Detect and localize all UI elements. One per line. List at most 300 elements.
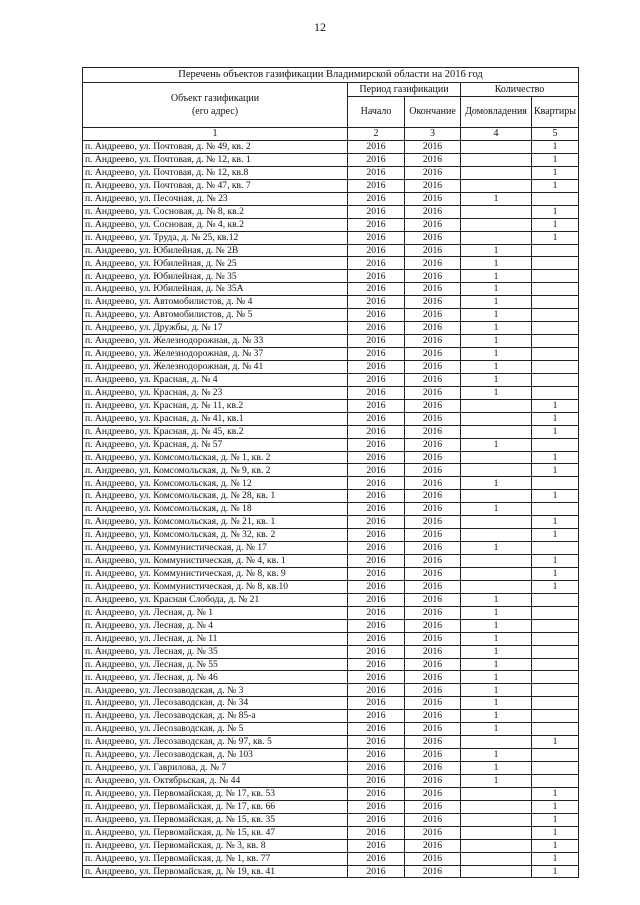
address-cell: п. Андреево, ул. Первомайская, д. № 19, кв. 41 bbox=[83, 865, 348, 878]
address-cell: п. Андреево, ул. Лесозаводская, д. № 85-а bbox=[83, 710, 348, 723]
flats-count-cell bbox=[532, 503, 579, 516]
flats-count-cell bbox=[532, 710, 579, 723]
table-row bbox=[83, 192, 579, 205]
start-year-cell: 2016 bbox=[348, 619, 405, 632]
table-row bbox=[83, 736, 579, 749]
end-year-cell: 2016 bbox=[405, 800, 461, 813]
end-year-cell: 2016 bbox=[405, 360, 461, 373]
address-cell: п. Андреево, ул. Труда, д. № 25, кв.12 bbox=[83, 231, 348, 244]
houses-count-cell: 1 bbox=[461, 632, 532, 645]
address-cell: п. Андреево, ул. Первомайская, д. № 17, кв. 66 bbox=[83, 800, 348, 813]
table-row bbox=[83, 205, 579, 218]
flats-count-cell: 1 bbox=[532, 555, 579, 568]
houses-count-cell bbox=[461, 451, 532, 464]
houses-count-cell: 1 bbox=[461, 309, 532, 322]
flats-count-cell: 1 bbox=[532, 451, 579, 464]
table-row bbox=[83, 671, 579, 684]
address-cell: п. Андреево, ул. Октябрьская, д. № 44 bbox=[83, 774, 348, 787]
end-year-cell: 2016 bbox=[405, 270, 461, 283]
houses-count-cell bbox=[461, 865, 532, 878]
start-year-cell: 2016 bbox=[348, 412, 405, 425]
address-cell: п. Андреево, ул. Первомайская, д. № 3, кв. 8 bbox=[83, 839, 348, 852]
address-cell: п. Андреево, ул. Красная Слобода, д. № 21 bbox=[83, 593, 348, 606]
start-year-cell: 2016 bbox=[348, 658, 405, 671]
end-year-cell: 2016 bbox=[405, 723, 461, 736]
flats-count-cell: 1 bbox=[532, 464, 579, 477]
start-year-cell: 2016 bbox=[348, 360, 405, 373]
houses-count-cell: 1 bbox=[461, 348, 532, 361]
houses-count-cell: 1 bbox=[461, 710, 532, 723]
flats-count-cell bbox=[532, 438, 579, 451]
start-year-cell: 2016 bbox=[348, 166, 405, 179]
houses-count-cell: 1 bbox=[461, 192, 532, 205]
flats-count-cell bbox=[532, 774, 579, 787]
end-year-cell: 2016 bbox=[405, 671, 461, 684]
table-row bbox=[83, 309, 579, 322]
address-cell: п. Андреево, ул. Комсомольская, д. № 9, кв. 2 bbox=[83, 464, 348, 477]
end-header: Окончание bbox=[405, 97, 461, 128]
object-header-label: Объект газификации bbox=[170, 93, 260, 104]
end-year-cell: 2016 bbox=[405, 451, 461, 464]
start-year-cell: 2016 bbox=[348, 386, 405, 399]
table-row bbox=[83, 723, 579, 736]
table-row bbox=[83, 166, 579, 179]
table-row bbox=[83, 348, 579, 361]
flats-count-cell: 1 bbox=[532, 826, 579, 839]
houses-count-cell: 1 bbox=[461, 762, 532, 775]
flats-count-cell: 1 bbox=[532, 787, 579, 800]
end-year-cell: 2016 bbox=[405, 516, 461, 529]
address-cell: п. Андреево, ул. Почтовая, д. № 49, кв. 2 bbox=[83, 141, 348, 154]
start-year-cell: 2016 bbox=[348, 464, 405, 477]
table-title: Перечень объектов газификации Владимирской области на 2016 год bbox=[83, 68, 579, 83]
start-year-cell: 2016 bbox=[348, 283, 405, 296]
address-cell: п. Андреево, ул. Первомайская, д. № 15, кв. 35 bbox=[83, 813, 348, 826]
start-year-cell: 2016 bbox=[348, 477, 405, 490]
start-year-cell: 2016 bbox=[348, 826, 405, 839]
table-row bbox=[83, 373, 579, 386]
start-year-cell: 2016 bbox=[348, 373, 405, 386]
flats-count-cell: 1 bbox=[532, 425, 579, 438]
houses-header: Домовладения bbox=[461, 97, 532, 128]
flats-count-cell bbox=[532, 322, 579, 335]
end-year-cell: 2016 bbox=[405, 153, 461, 166]
table-title-row bbox=[83, 68, 579, 83]
end-year-cell: 2016 bbox=[405, 645, 461, 658]
address-cell: п. Андреево, ул. Почтовая, д. № 12, кв. 1 bbox=[83, 153, 348, 166]
start-year-cell: 2016 bbox=[348, 839, 405, 852]
table-row bbox=[83, 257, 579, 270]
start-year-cell: 2016 bbox=[348, 399, 405, 412]
table-row bbox=[83, 425, 579, 438]
table-row bbox=[83, 542, 579, 555]
table-row bbox=[83, 438, 579, 451]
header-row-group bbox=[83, 83, 579, 97]
start-header: Начало bbox=[348, 97, 405, 128]
table-row bbox=[83, 580, 579, 593]
start-year-cell: 2016 bbox=[348, 218, 405, 231]
start-year-cell: 2016 bbox=[348, 671, 405, 684]
start-year-cell: 2016 bbox=[348, 153, 405, 166]
start-year-cell: 2016 bbox=[348, 529, 405, 542]
flats-count-cell: 1 bbox=[532, 231, 579, 244]
end-year-cell: 2016 bbox=[405, 296, 461, 309]
address-cell: п. Андреево, ул. Юбилейная, д. № 2В bbox=[83, 244, 348, 257]
end-year-cell: 2016 bbox=[405, 386, 461, 399]
flats-count-cell bbox=[532, 606, 579, 619]
houses-count-cell: 1 bbox=[461, 619, 532, 632]
houses-count-cell: 1 bbox=[461, 542, 532, 555]
address-cell: п. Андреево, ул. Коммунистическая, д. № 17 bbox=[83, 542, 348, 555]
table-row bbox=[83, 852, 579, 865]
end-year-cell: 2016 bbox=[405, 412, 461, 425]
houses-count-cell: 1 bbox=[461, 503, 532, 516]
address-cell: п. Андреево, ул. Юбилейная, д. № 25 bbox=[83, 257, 348, 270]
address-cell: п. Андреево, ул. Комсомольская, д. № 32, кв. 2 bbox=[83, 529, 348, 542]
houses-count-cell bbox=[461, 736, 532, 749]
start-year-cell: 2016 bbox=[348, 451, 405, 464]
start-year-cell: 2016 bbox=[348, 296, 405, 309]
houses-count-cell bbox=[461, 813, 532, 826]
start-year-cell: 2016 bbox=[348, 800, 405, 813]
end-year-cell: 2016 bbox=[405, 580, 461, 593]
flats-count-cell: 1 bbox=[532, 813, 579, 826]
address-cell: п. Андреево, ул. Лесная, д. № 1 bbox=[83, 606, 348, 619]
address-cell: п. Андреево, ул. Комсомольская, д. № 21, кв. 1 bbox=[83, 516, 348, 529]
houses-count-cell: 1 bbox=[461, 373, 532, 386]
address-cell: п. Андреево, ул. Коммунистическая, д. № 8, кв. 9 bbox=[83, 567, 348, 580]
houses-count-cell: 1 bbox=[461, 335, 532, 348]
flats-count-cell bbox=[532, 762, 579, 775]
start-year-cell: 2016 bbox=[348, 244, 405, 257]
address-cell: п. Андреево, ул. Почтовая, д. № 12, кв.8 bbox=[83, 166, 348, 179]
flats-count-cell: 1 bbox=[532, 852, 579, 865]
end-year-cell: 2016 bbox=[405, 567, 461, 580]
start-year-cell: 2016 bbox=[348, 813, 405, 826]
table-row bbox=[83, 335, 579, 348]
end-year-cell: 2016 bbox=[405, 684, 461, 697]
flats-count-cell bbox=[532, 477, 579, 490]
start-year-cell: 2016 bbox=[348, 425, 405, 438]
end-year-cell: 2016 bbox=[405, 658, 461, 671]
end-year-cell: 2016 bbox=[405, 787, 461, 800]
flats-count-cell: 1 bbox=[532, 865, 579, 878]
table-row bbox=[83, 658, 579, 671]
houses-count-cell bbox=[461, 179, 532, 192]
flats-count-cell bbox=[532, 386, 579, 399]
start-year-cell: 2016 bbox=[348, 257, 405, 270]
end-year-cell: 2016 bbox=[405, 749, 461, 762]
table-row bbox=[83, 697, 579, 710]
start-year-cell: 2016 bbox=[348, 231, 405, 244]
houses-count-cell: 1 bbox=[461, 477, 532, 490]
period-header: Период газификации bbox=[348, 83, 461, 97]
column-number: 4 bbox=[461, 128, 532, 141]
address-cell: п. Андреево, ул. Лесозаводская, д. № 97, кв. 5 bbox=[83, 736, 348, 749]
address-cell: п. Андреево, ул. Коммунистическая, д. № 8, кв.10 bbox=[83, 580, 348, 593]
start-year-cell: 2016 bbox=[348, 309, 405, 322]
address-cell: п. Андреево, ул. Лесозаводская, д. № 3 bbox=[83, 684, 348, 697]
end-year-cell: 2016 bbox=[405, 736, 461, 749]
address-cell: п. Андреево, ул. Железнодорожная, д. № 37 bbox=[83, 348, 348, 361]
table-row bbox=[83, 865, 579, 878]
flats-count-cell bbox=[532, 283, 579, 296]
address-cell: п. Андреево, ул. Лесозаводская, д. № 103 bbox=[83, 749, 348, 762]
address-cell: п. Андреево, ул. Лесная, д. № 11 bbox=[83, 632, 348, 645]
flats-count-cell bbox=[532, 684, 579, 697]
houses-count-cell bbox=[461, 787, 532, 800]
table-row bbox=[83, 567, 579, 580]
flats-count-cell: 1 bbox=[532, 141, 579, 154]
end-year-cell: 2016 bbox=[405, 813, 461, 826]
table-row bbox=[83, 516, 579, 529]
houses-count-cell: 1 bbox=[461, 671, 532, 684]
flats-count-cell: 1 bbox=[532, 412, 579, 425]
flats-count-cell: 1 bbox=[532, 529, 579, 542]
houses-count-cell: 1 bbox=[461, 684, 532, 697]
houses-count-cell bbox=[461, 141, 532, 154]
address-cell: п. Андреево, ул. Дружбы, д. № 17 bbox=[83, 322, 348, 335]
flats-count-cell: 1 bbox=[532, 179, 579, 192]
table-row bbox=[83, 632, 579, 645]
address-cell: п. Андреево, ул. Железнодорожная, д. № 33 bbox=[83, 335, 348, 348]
flats-count-cell bbox=[532, 192, 579, 205]
flats-count-cell: 1 bbox=[532, 399, 579, 412]
houses-count-cell: 1 bbox=[461, 697, 532, 710]
flats-count-cell bbox=[532, 270, 579, 283]
houses-count-cell bbox=[461, 852, 532, 865]
table-body bbox=[83, 141, 579, 878]
end-year-cell: 2016 bbox=[405, 697, 461, 710]
address-cell: п. Андреево, ул. Лесная, д. № 35 bbox=[83, 645, 348, 658]
flats-count-cell: 1 bbox=[532, 736, 579, 749]
start-year-cell: 2016 bbox=[348, 710, 405, 723]
table-row bbox=[83, 283, 579, 296]
table-row bbox=[83, 322, 579, 335]
houses-count-cell bbox=[461, 516, 532, 529]
address-cell: п. Андреево, ул. Первомайская, д. № 1, кв. 77 bbox=[83, 852, 348, 865]
houses-count-cell: 1 bbox=[461, 244, 532, 257]
houses-count-cell: 1 bbox=[461, 593, 532, 606]
address-cell: п. Андреево, ул. Автомобилистов, д. № 4 bbox=[83, 296, 348, 309]
end-year-cell: 2016 bbox=[405, 464, 461, 477]
end-year-cell: 2016 bbox=[405, 774, 461, 787]
houses-count-cell bbox=[461, 166, 532, 179]
start-year-cell: 2016 bbox=[348, 736, 405, 749]
flats-count-cell bbox=[532, 658, 579, 671]
start-year-cell: 2016 bbox=[348, 762, 405, 775]
end-year-cell: 2016 bbox=[405, 542, 461, 555]
houses-count-cell: 1 bbox=[461, 723, 532, 736]
flats-count-cell: 1 bbox=[532, 218, 579, 231]
houses-count-cell bbox=[461, 529, 532, 542]
end-year-cell: 2016 bbox=[405, 179, 461, 192]
houses-count-cell bbox=[461, 555, 532, 568]
start-year-cell: 2016 bbox=[348, 645, 405, 658]
flats-count-cell: 1 bbox=[532, 580, 579, 593]
end-year-cell: 2016 bbox=[405, 373, 461, 386]
table-row bbox=[83, 386, 579, 399]
address-cell: п. Андреево, ул. Лесная, д. № 4 bbox=[83, 619, 348, 632]
houses-count-cell bbox=[461, 205, 532, 218]
end-year-cell: 2016 bbox=[405, 399, 461, 412]
flats-count-cell bbox=[532, 257, 579, 270]
flats-count-cell bbox=[532, 645, 579, 658]
houses-count-cell: 1 bbox=[461, 296, 532, 309]
houses-count-cell: 1 bbox=[461, 658, 532, 671]
end-year-cell: 2016 bbox=[405, 762, 461, 775]
houses-count-cell bbox=[461, 464, 532, 477]
flats-count-cell bbox=[532, 244, 579, 257]
quantity-header: Количество bbox=[461, 83, 579, 97]
houses-count-cell bbox=[461, 567, 532, 580]
start-year-cell: 2016 bbox=[348, 593, 405, 606]
flats-count-cell bbox=[532, 542, 579, 555]
houses-count-cell: 1 bbox=[461, 606, 532, 619]
end-year-cell: 2016 bbox=[405, 619, 461, 632]
flats-count-cell: 1 bbox=[532, 567, 579, 580]
table-row bbox=[83, 606, 579, 619]
start-year-cell: 2016 bbox=[348, 270, 405, 283]
start-year-cell: 2016 bbox=[348, 205, 405, 218]
column-number-row bbox=[83, 128, 579, 141]
table-row bbox=[83, 619, 579, 632]
column-number: 2 bbox=[348, 128, 405, 141]
houses-count-cell: 1 bbox=[461, 645, 532, 658]
end-year-cell: 2016 bbox=[405, 503, 461, 516]
houses-count-cell: 1 bbox=[461, 283, 532, 296]
table-row bbox=[83, 360, 579, 373]
flats-count-cell: 1 bbox=[532, 516, 579, 529]
houses-count-cell bbox=[461, 490, 532, 503]
flats-count-cell: 1 bbox=[532, 166, 579, 179]
address-cell: п. Андреево, ул. Комсомольская, д. № 28, кв. 1 bbox=[83, 490, 348, 503]
start-year-cell: 2016 bbox=[348, 555, 405, 568]
start-year-cell: 2016 bbox=[348, 503, 405, 516]
houses-count-cell bbox=[461, 231, 532, 244]
houses-count-cell bbox=[461, 826, 532, 839]
table-row bbox=[83, 710, 579, 723]
start-year-cell: 2016 bbox=[348, 697, 405, 710]
start-year-cell: 2016 bbox=[348, 684, 405, 697]
end-year-cell: 2016 bbox=[405, 231, 461, 244]
end-year-cell: 2016 bbox=[405, 529, 461, 542]
flats-count-cell bbox=[532, 749, 579, 762]
address-cell: п. Андреево, ул. Лесная, д. № 55 bbox=[83, 658, 348, 671]
address-cell: п. Андреево, ул. Песочная, д. № 23 bbox=[83, 192, 348, 205]
address-cell: п. Андреево, ул. Красная, д. № 41, кв.1 bbox=[83, 412, 348, 425]
table-row bbox=[83, 399, 579, 412]
start-year-cell: 2016 bbox=[348, 438, 405, 451]
column-number: 5 bbox=[532, 128, 579, 141]
houses-count-cell: 1 bbox=[461, 386, 532, 399]
object-header-sublabel: (его адрес) bbox=[191, 106, 239, 117]
flats-count-cell: 1 bbox=[532, 490, 579, 503]
address-cell: п. Андреево, ул. Красная, д. № 11, кв.2 bbox=[83, 399, 348, 412]
address-cell: п. Андреево, ул. Комсомольская, д. № 1, кв. 2 bbox=[83, 451, 348, 464]
end-year-cell: 2016 bbox=[405, 257, 461, 270]
address-cell: п. Андреево, ул. Гаврилова, д. № 7 bbox=[83, 762, 348, 775]
houses-count-cell bbox=[461, 580, 532, 593]
houses-count-cell bbox=[461, 399, 532, 412]
start-year-cell: 2016 bbox=[348, 749, 405, 762]
flats-count-cell bbox=[532, 697, 579, 710]
end-year-cell: 2016 bbox=[405, 244, 461, 257]
table-row bbox=[83, 412, 579, 425]
flats-count-cell bbox=[532, 619, 579, 632]
end-year-cell: 2016 bbox=[405, 555, 461, 568]
address-cell: п. Андреево, ул. Железнодорожная, д. № 41 bbox=[83, 360, 348, 373]
address-cell: п. Андреево, ул. Сосновая, д. № 8, кв.2 bbox=[83, 205, 348, 218]
start-year-cell: 2016 bbox=[348, 632, 405, 645]
start-year-cell: 2016 bbox=[348, 606, 405, 619]
end-year-cell: 2016 bbox=[405, 839, 461, 852]
end-year-cell: 2016 bbox=[405, 141, 461, 154]
table-row bbox=[83, 800, 579, 813]
end-year-cell: 2016 bbox=[405, 192, 461, 205]
address-cell: п. Андреево, ул. Красная, д. № 57 bbox=[83, 438, 348, 451]
table-row bbox=[83, 503, 579, 516]
address-cell: п. Андреево, ул. Сосновая, д. № 4, кв.2 bbox=[83, 218, 348, 231]
table-row bbox=[83, 839, 579, 852]
address-cell: п. Андреево, ул. Лесная, д. № 46 bbox=[83, 671, 348, 684]
houses-count-cell bbox=[461, 425, 532, 438]
flats-count-cell bbox=[532, 360, 579, 373]
table-row bbox=[83, 153, 579, 166]
houses-count-cell: 1 bbox=[461, 257, 532, 270]
column-number: 3 bbox=[405, 128, 461, 141]
address-cell: п. Андреево, ул. Красная, д. № 23 bbox=[83, 386, 348, 399]
end-year-cell: 2016 bbox=[405, 490, 461, 503]
flats-count-cell bbox=[532, 335, 579, 348]
table-row bbox=[83, 774, 579, 787]
address-cell: п. Андреево, ул. Красная, д. № 4 bbox=[83, 373, 348, 386]
table-row bbox=[83, 749, 579, 762]
table-row bbox=[83, 529, 579, 542]
flats-count-cell: 1 bbox=[532, 205, 579, 218]
address-cell: п. Андреево, ул. Первомайская, д. № 17, кв. 53 bbox=[83, 787, 348, 800]
end-year-cell: 2016 bbox=[405, 865, 461, 878]
flats-count-cell bbox=[532, 671, 579, 684]
houses-count-cell: 1 bbox=[461, 270, 532, 283]
table-row bbox=[83, 684, 579, 697]
address-cell: п. Андреево, ул. Почтовая, д. № 47, кв. 7 bbox=[83, 179, 348, 192]
flats-count-cell bbox=[532, 723, 579, 736]
flats-count-cell: 1 bbox=[532, 800, 579, 813]
address-cell: п. Андреево, ул. Коммунистическая, д. № 4, кв. 1 bbox=[83, 555, 348, 568]
end-year-cell: 2016 bbox=[405, 632, 461, 645]
address-cell: п. Андреево, ул. Комсомольская, д. № 12 bbox=[83, 477, 348, 490]
table-row bbox=[83, 231, 579, 244]
houses-count-cell bbox=[461, 412, 532, 425]
flats-count-cell bbox=[532, 632, 579, 645]
end-year-cell: 2016 bbox=[405, 710, 461, 723]
object-header bbox=[83, 83, 348, 128]
table-row bbox=[83, 813, 579, 826]
flats-count-cell bbox=[532, 309, 579, 322]
table-row bbox=[83, 464, 579, 477]
end-year-cell: 2016 bbox=[405, 218, 461, 231]
address-cell: п. Андреево, ул. Автомобилистов, д. № 5 bbox=[83, 309, 348, 322]
table-row bbox=[83, 555, 579, 568]
end-year-cell: 2016 bbox=[405, 166, 461, 179]
flats-count-cell: 1 bbox=[532, 839, 579, 852]
table-row bbox=[83, 762, 579, 775]
end-year-cell: 2016 bbox=[405, 335, 461, 348]
flats-count-cell bbox=[532, 348, 579, 361]
start-year-cell: 2016 bbox=[348, 787, 405, 800]
address-cell: п. Андреево, ул. Комсомольская, д. № 18 bbox=[83, 503, 348, 516]
